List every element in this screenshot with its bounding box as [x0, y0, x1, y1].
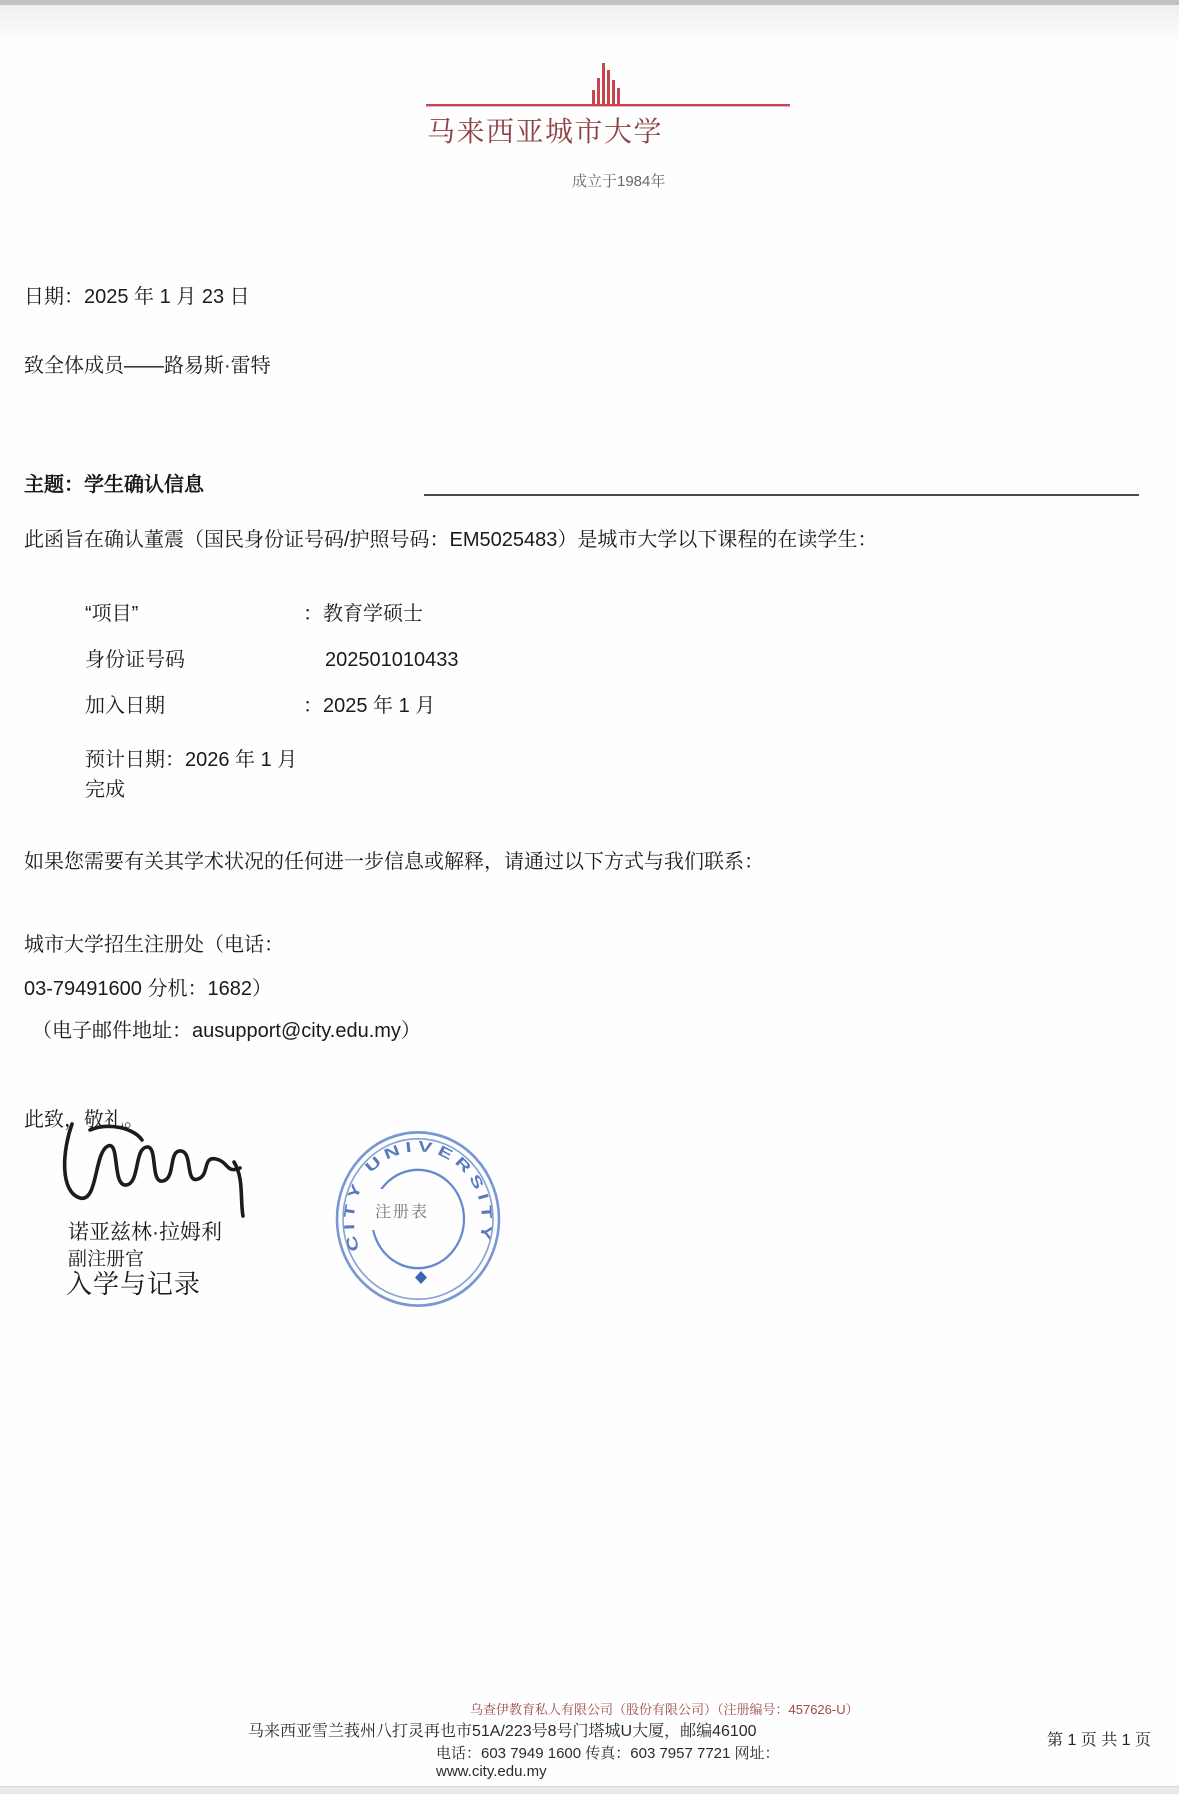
further-info-paragraph: 如果您需要有关其学术状况的任何进一步信息或解释，请通过以下方式与我们联系： [24, 851, 764, 873]
university-name: 马来西亚城市大学 [427, 116, 664, 147]
date-line: 日期：2025 年 1 月 23 日 [24, 286, 250, 308]
recipient-line: 致全体成员——路易斯·雷特 [24, 355, 271, 377]
stamp-center-label: 注册表 [375, 1204, 430, 1221]
signatory-department: 入学与记录 [66, 1269, 202, 1299]
subject-line: 主题：学生确认信息 [24, 474, 204, 496]
expected-date-line: 预计日期：2026 年 1 月 [85, 749, 298, 771]
id-label: 身份证号码 [85, 649, 185, 671]
footer-website: www.city.edu.my [436, 1763, 547, 1780]
signatory-title: 副注册官 [68, 1249, 145, 1270]
page-number: 第 1 页 共 1 页 [1047, 1732, 1152, 1749]
closing-line: 此致，敬礼。 [24, 1109, 144, 1131]
program-value: ：教育学硕士 [303, 603, 423, 625]
contact-line2: 03-79491600 分机：1682） [24, 978, 272, 1000]
footer-address-line: 马来西亚雪兰莪州八打灵再也市51A/223号8号门塔城U大厦，邮编46100 [248, 1723, 757, 1740]
join-date-label: 加入日期 [85, 695, 165, 717]
detail-row-join-date [85, 689, 435, 718]
expected-date-line2: 完成 [85, 779, 125, 801]
stamp-diamond-icon [415, 1271, 427, 1284]
stamp-ring-text: CITY UNIVERSITY [341, 1138, 495, 1254]
contact-line1: 城市大学招生注册处（电话： [24, 934, 284, 956]
footer-phone-line: 电话：603 7949 1600 传真：603 7957 7721 网址： [436, 1745, 780, 1762]
contact-line3: （电子邮件地址：ausupport@city.edu.my） [32, 1020, 421, 1042]
university-round-stamp [333, 1126, 503, 1312]
intro-paragraph: 此函旨在确认董震（国民身份证号码/护照号码：EM5025483）是城市大学以下课程的在读学生： [24, 529, 878, 551]
detail-row-id [85, 643, 458, 672]
footer-company-line: 乌查伊教育私人有限公司（股份有限公司）（注册编号：457626-U） [470, 1702, 859, 1717]
subject-underline [424, 494, 1139, 496]
bottom-gray-bar [0, 1786, 1179, 1794]
join-date-value: ：2025 年 1 月 [303, 695, 436, 717]
signatory-name: 诺亚兹林·拉姆利 [68, 1221, 222, 1244]
detail-row-program [85, 597, 423, 626]
established-year: 成立于1984年 [572, 173, 666, 190]
program-label: “项目” [85, 603, 139, 625]
handwritten-signature [50, 1118, 250, 1223]
top-gradient [0, 5, 1179, 47]
id-value: 202501010433 [325, 649, 459, 671]
university-skyline-logo-icon [426, 60, 790, 108]
